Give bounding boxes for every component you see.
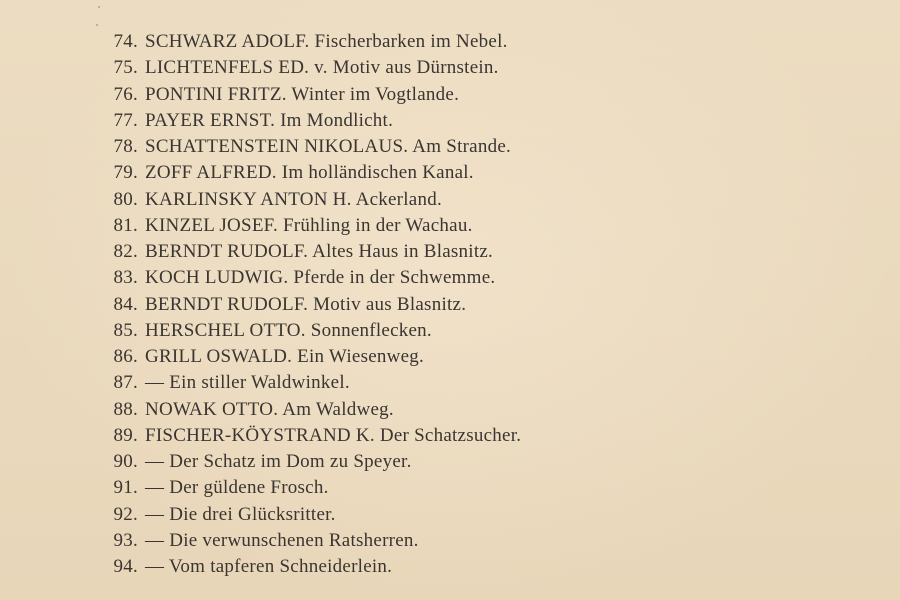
catalog-entry — [0, 108, 900, 134]
entry-text: KINZEL JOSEF. Frühling in der Wachau. — [145, 214, 473, 236]
catalog-entry — [0, 265, 900, 291]
entry-text: SCHATTENSTEIN NIKOLAUS. Am Strande. — [145, 136, 512, 157]
entry-number: 79. — [113, 162, 138, 184]
paper-speck — [96, 24, 98, 26]
catalog-entry — [0, 449, 900, 475]
catalog-entry — [0, 55, 900, 81]
entry-number: 76. — [113, 83, 138, 105]
catalog-entry — [0, 528, 900, 554]
entry-text: — Vom tapferen Schneiderlein. — [145, 556, 393, 577]
entry-text: BERNDT RUDOLF. Altes Haus in Blasnitz. — [145, 241, 494, 262]
entry-number: 83. — [113, 267, 138, 289]
catalog-entry — [0, 82, 900, 108]
catalog-entry — [0, 292, 900, 318]
entry-text: FISCHER-KÖYSTRAND K. Der Schatzsucher. — [145, 424, 522, 446]
paper-speck — [98, 6, 100, 8]
entry-number: 93. — [113, 529, 138, 551]
entry-text: KOCH LUDWIG. Pferde in der Schwemme. — [145, 267, 496, 289]
entry-text: PONTINI FRITZ. Winter im Vogtlande. — [145, 83, 460, 105]
catalog-entry — [0, 554, 900, 580]
catalog-entry — [0, 475, 900, 501]
entry-number: 94. — [113, 556, 138, 577]
catalog-list — [0, 29, 900, 580]
entry-number: 74. — [113, 31, 138, 52]
entry-text: KARLINSKY ANTON H. Ackerland. — [145, 188, 442, 210]
catalog-entry — [0, 344, 900, 370]
entry-number: 80. — [113, 188, 138, 210]
entry-number: 81. — [113, 214, 138, 236]
catalog-entry — [0, 423, 900, 449]
catalog-entry — [0, 160, 900, 186]
entry-text: HERSCHEL OTTO. Sonnenflecken. — [145, 319, 432, 341]
entry-number: 90. — [113, 451, 138, 472]
entry-number: 84. — [113, 293, 138, 315]
entry-text: SCHWARZ ADOLF. Fischerbarken im Nebel. — [145, 31, 508, 52]
entry-text: NOWAK OTTO. Am Waldweg. — [145, 398, 394, 420]
entry-text: — Ein stiller Waldwinkel. — [145, 372, 350, 394]
entry-number: 89. — [113, 424, 138, 446]
catalog-entry — [0, 187, 900, 213]
catalog-entry — [0, 213, 900, 239]
entry-number: 78. — [113, 136, 138, 157]
entry-text: LICHTENFELS ED. v. Motiv aus Dürnstein. — [145, 57, 499, 79]
entry-text: — Der güldene Frosch. — [145, 477, 329, 499]
catalog-entry — [0, 370, 900, 396]
catalog-entry — [0, 318, 900, 344]
entry-text: — Die drei Glücksritter. — [145, 503, 336, 525]
catalog-entry — [0, 239, 900, 265]
catalog-entry — [0, 29, 900, 55]
catalog-entry — [0, 502, 900, 528]
catalog-entry — [0, 397, 900, 423]
entry-text: GRILL OSWALD. Ein Wiesenweg. — [145, 346, 425, 367]
entry-number: 92. — [113, 503, 138, 525]
entry-text: — Die verwunschenen Ratsherren. — [145, 529, 419, 551]
entry-number: 77. — [113, 109, 138, 131]
entry-number: 91. — [113, 477, 138, 499]
entry-number: 88. — [113, 398, 138, 420]
entry-number: 87. — [113, 372, 138, 394]
entry-text: — Der Schatz im Dom zu Speyer. — [145, 451, 412, 472]
entry-number: 82. — [113, 241, 138, 262]
entry-text: BERNDT RUDOLF. Motiv aus Blasnitz. — [145, 293, 467, 315]
catalog-entry — [0, 134, 900, 160]
entry-text: ZOFF ALFRED. Im holländischen Kanal. — [145, 162, 474, 184]
entry-number: 85. — [113, 319, 138, 341]
entry-number: 86. — [113, 346, 138, 367]
entry-text: PAYER ERNST. Im Mondlicht. — [145, 109, 394, 131]
entry-number: 75. — [113, 57, 138, 79]
